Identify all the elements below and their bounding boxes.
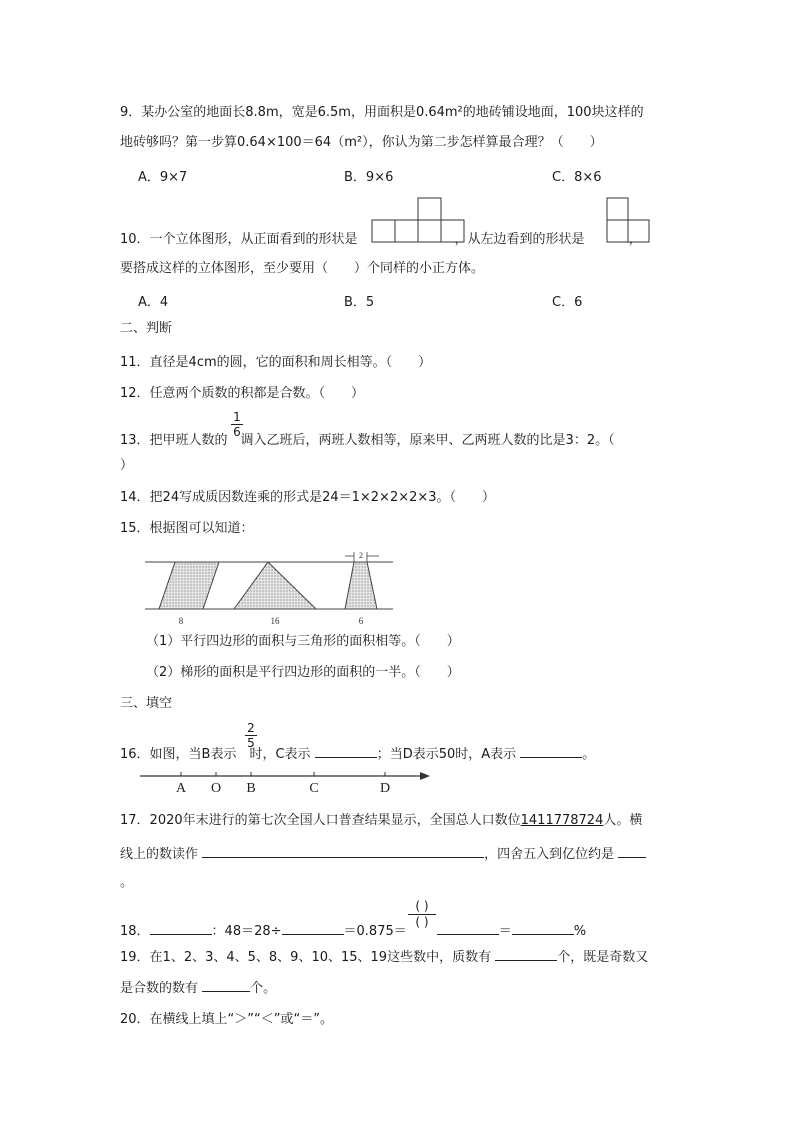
q16-label-a: A [175, 781, 187, 796]
q17-prefix: 17．2020年末进行的第七次全国人口普查结果显示，全国总人口数位 [120, 813, 521, 828]
q18-fraction-denominator: ( ) [415, 915, 429, 929]
q16-label-b: B [246, 781, 256, 796]
q18-blank-2[interactable] [282, 920, 344, 935]
q16-fraction-numerator: 2 [247, 721, 255, 735]
q18-fraction-numerator: ( ) [415, 899, 429, 913]
q18-blank-4[interactable] [512, 920, 574, 935]
q18-p3: ＝ [498, 924, 512, 939]
q16-label-d: D [379, 781, 391, 796]
q16-number-line [138, 766, 434, 796]
q19-line1 [120, 946, 648, 967]
section-judge-heading: 二、判断 [120, 321, 173, 336]
q18-blank-1[interactable] [150, 920, 212, 935]
q17-line2 [120, 843, 646, 864]
q13-suffix: 调入乙班后，两班人数相等，原来甲、乙两班人数的比是3：2。（ [240, 433, 615, 448]
q16-mid1: 时，C表示 [249, 747, 311, 762]
q15-triangle [234, 562, 316, 609]
q15-label-16: 16 [270, 616, 280, 626]
q10-part3: ， [628, 232, 642, 247]
q19-line2 [120, 977, 276, 998]
q19-line1b: 个，既是奇数又 [557, 950, 649, 965]
q19-blank-odd-composite[interactable] [202, 977, 250, 992]
q15-figure [145, 548, 395, 630]
q10-part1: 10．一个立体图形，从正面看到的形状是 [120, 232, 358, 247]
q9-line2: 地砖够吗？第一步算0.64×100＝64（m²），你认为第二步怎样算最合理？（ ） [120, 135, 603, 150]
q10-part2: ，从左边看到的形状是 [454, 232, 585, 247]
q17-line2a: 线上的数读作 [120, 847, 199, 862]
q19-blank-primes[interactable] [495, 946, 557, 961]
q18-blank-3[interactable] [437, 920, 499, 935]
q12: 12．任意两个质数的积都是合数。（ ） [120, 386, 365, 401]
q15-parallelogram [159, 562, 219, 609]
q16-line1 [120, 743, 595, 764]
q17-blank-round[interactable] [618, 843, 646, 858]
q15-sub1: （1）平行四边形的面积与三角形的面积相等。（ ） [146, 634, 460, 649]
section-fill-heading: 三、填空 [120, 696, 173, 711]
q15-trapezoid [345, 562, 377, 609]
q15-sub2: （2）梯形的面积是平行四边形的面积的一半。（ ） [146, 665, 460, 680]
q16-fraction-denominator: 5 [247, 736, 255, 750]
q10-left-view-figure [606, 196, 652, 244]
q14: 14．把24写成质因数连乘的形式是24＝1×2×2×2×3。（ ） [120, 490, 496, 505]
q17-population-number: 1411778724 [520, 813, 604, 828]
q18-p1: ：48＝28÷ [211, 924, 282, 939]
q16-mid2: ；当D表示50时，A表示 [376, 747, 517, 762]
q15-label-2: 2 [359, 551, 363, 560]
q10-option-a: A．4 [138, 295, 169, 310]
q20: 20．在横线上填上“＞”“＜”或“＝”。 [120, 1012, 333, 1027]
q17-suffix: 人。横 [603, 813, 643, 828]
q16-prefix: 16．如图，当B表示 [120, 747, 237, 762]
q17-blank-reading[interactable] [202, 843, 484, 858]
q18-line [120, 920, 586, 941]
q19-line2a: 是合数的数有 [120, 981, 199, 996]
q18-p4: % [573, 924, 587, 939]
q16-number-line-arrow [420, 772, 430, 780]
q15-label-8: 8 [178, 616, 184, 626]
q15-label-6: 6 [358, 616, 364, 626]
q16-label-o: O [210, 781, 222, 796]
q9-line1: 9．某办公室的地面长8.8m，宽是6.5m，用面积是0.64m²的地砖铺设地面，100块这样的 [120, 105, 644, 120]
q11: 11．直径是4cm的圆，它的面积和周长相等。（ ） [120, 355, 432, 370]
q10-option-b: B．5 [344, 295, 375, 310]
q19-line1a: 19．在1、2、3、4、5、8、9、10、15、19这些数中，质数有 [120, 950, 492, 965]
q10-option-c: C．6 [552, 295, 583, 310]
q16-label-c: C [309, 781, 319, 796]
q15-stem: 15．根据图可以知道： [120, 521, 254, 536]
q9-option-a: A．9×7 [138, 170, 188, 185]
q17-line2b: ，四舍五入到亿位约是 [484, 847, 615, 862]
q18-prefix: 18． [120, 924, 150, 939]
q13-line1 [120, 432, 615, 450]
q13-fraction-denominator: 6 [233, 425, 241, 439]
q16-end: 。 [582, 747, 596, 762]
q9-option-b: B．9×6 [344, 170, 394, 185]
q19-line2b: 个。 [250, 981, 277, 996]
q17-line1 [120, 812, 642, 830]
q13-line2: ） [120, 458, 134, 473]
q9-option-c: C．8×6 [552, 170, 602, 185]
q16-blank-a[interactable] [520, 743, 582, 758]
q10-line2: 要搭成这样的立体图形，至少要用（ ）个同样的小正方体。 [120, 261, 485, 276]
q10-front-view-figure [371, 196, 467, 244]
q16-blank-c[interactable] [315, 743, 377, 758]
q17-line3: 。 [120, 875, 134, 890]
q18-p2: ＝0.875＝ [343, 924, 407, 939]
q13-prefix: 13．把甲班人数的 [120, 433, 228, 448]
q13-fraction-numerator: 1 [233, 410, 241, 424]
